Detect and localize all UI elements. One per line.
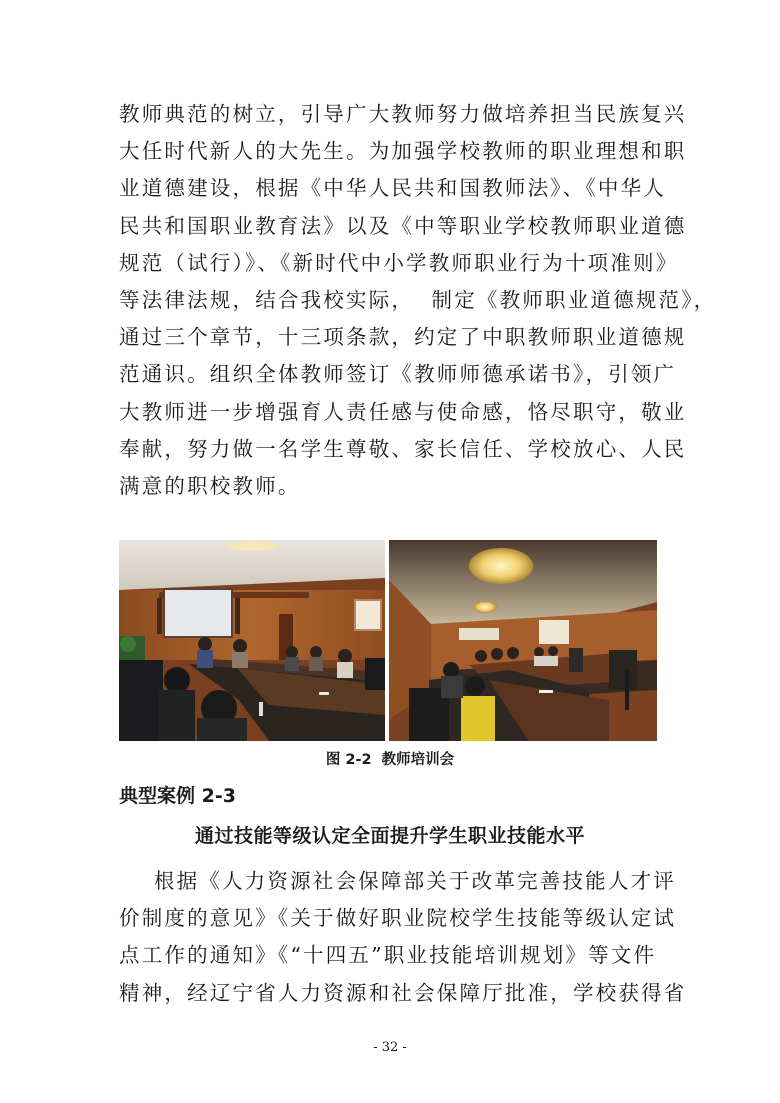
text-line: 奉献，努力做一名学生尊敬、家长信任、学校放心、人民 (119, 436, 687, 461)
text-line: 教师典范的树立，引导广大教师努力做培养担当民族复兴 (119, 102, 687, 126)
body-paragraph-1 (119, 96, 717, 505)
figure-caption-text: 教师培训会 (381, 752, 455, 768)
training-photo-left (119, 540, 385, 741)
text-line: 满意的职校教师。 (119, 473, 301, 498)
text-line: 业道德建设，根据《中华人民共和国教师法》、《中华人 (119, 176, 666, 201)
figure-caption (0, 748, 780, 769)
text-line: 通过三个章节，十三项条款，约定了中职教师职业道德规 (119, 325, 687, 350)
training-photo-right (389, 540, 657, 741)
text-line: 大任时代新人的大先生。为加强学校教师的职业理想和职 (119, 139, 687, 164)
text-line: 根据《人力资源社会保障部关于改革完善技能人才评 (119, 869, 676, 893)
page-number: - 32 - (373, 1040, 407, 1055)
case-title: 通过技能等级认定全面提升学生职业技能水平 (194, 825, 585, 847)
text-line: 民共和国职业教育法》以及《中等职业学校教师职业道德 (119, 213, 687, 238)
case-label: 典型案例 2-3 (119, 785, 236, 807)
text-line: 等法律法规，结合我校实际， 制定《教师职业道德规范》， (119, 287, 717, 312)
text-line: 规范（试行）》、《新时代中小学教师职业行为十项准则》 (119, 250, 679, 275)
text-line: 精神，经辽宁省人力资源和社会保障厅批准，学校获得省 (119, 980, 687, 1005)
text-line: 范通识。组织全体教师签订《教师师德承诺书》，引领广 (119, 362, 677, 387)
figure-number: 图 2-2 (325, 752, 372, 768)
meeting-room-image (389, 540, 657, 741)
text-line: 大教师进一步增强育人责任感与使命感，恪尽职守，敬业 (119, 399, 687, 424)
meeting-room-image (119, 540, 385, 741)
body-paragraph-2 (119, 863, 687, 1012)
text-line: 价制度的意见》《关于做好职业院校学生技能等级认定试 (119, 906, 677, 931)
text-line: 点工作的通知》《“十四五”职业技能培训规划》等文件 (119, 943, 657, 968)
